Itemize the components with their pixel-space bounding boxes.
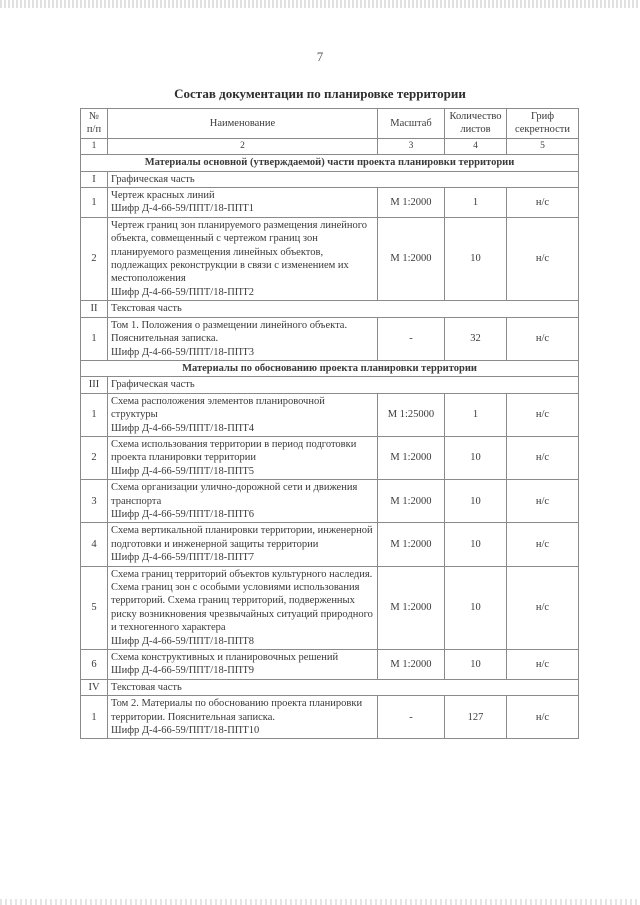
document-title: Состав документации по планировке территории bbox=[174, 86, 466, 101]
row-sheets: 10 bbox=[445, 436, 507, 479]
table-row bbox=[81, 436, 579, 479]
scan-bottom-edge bbox=[0, 899, 640, 905]
row-secrecy: н/с bbox=[507, 217, 579, 300]
table-body bbox=[81, 155, 579, 739]
row-scale: М 1:2000 bbox=[378, 523, 445, 566]
header-scale: Масштаб bbox=[378, 109, 445, 139]
header-number: № п/п bbox=[81, 109, 108, 139]
subsection-row bbox=[81, 301, 579, 317]
table-row bbox=[81, 566, 579, 649]
subsection-row bbox=[81, 679, 579, 695]
row-secrecy: н/с bbox=[507, 566, 579, 649]
column-number: 4 bbox=[445, 138, 507, 154]
row-secrecy: н/с bbox=[507, 393, 579, 436]
table-row bbox=[81, 217, 579, 300]
row-number: 1 bbox=[81, 696, 108, 739]
row-sheets: 10 bbox=[445, 566, 507, 649]
row-number: 2 bbox=[81, 436, 108, 479]
row-number: 6 bbox=[81, 650, 108, 680]
row-secrecy: н/с bbox=[507, 188, 579, 218]
subsection-label: Графическая часть bbox=[108, 171, 579, 187]
row-number: 4 bbox=[81, 523, 108, 566]
subsection-number: IV bbox=[81, 679, 108, 695]
row-secrecy: н/с bbox=[507, 696, 579, 739]
row-scale: М 1:2000 bbox=[378, 480, 445, 523]
subsection-row bbox=[81, 171, 579, 187]
header-sheets: Количество листов bbox=[445, 109, 507, 139]
subsection-number: II bbox=[81, 301, 108, 317]
row-scale: М 1:25000 bbox=[378, 393, 445, 436]
column-number: 3 bbox=[378, 138, 445, 154]
row-number: 2 bbox=[81, 217, 108, 300]
column-number-row bbox=[81, 138, 579, 154]
row-number: 1 bbox=[81, 317, 108, 360]
row-scale: М 1:2000 bbox=[378, 436, 445, 479]
row-scale: М 1:2000 bbox=[378, 650, 445, 680]
table-row bbox=[81, 188, 579, 218]
row-name: Том 2. Материалы по обоснованию проекта планировки территории. Пояснительная записка. Шифр Д-4-66-59/ППТ/18-ППТ10 bbox=[108, 696, 378, 739]
section-heading-row bbox=[81, 155, 579, 171]
page-number: 7 bbox=[316, 49, 324, 64]
row-name: Схема организации улично-дорожной сети и движения транспорта Шифр Д-4-66-59/ППТ/18-ППТ6 bbox=[108, 480, 378, 523]
row-scale: - bbox=[378, 317, 445, 360]
row-scale: М 1:2000 bbox=[378, 188, 445, 218]
row-number: 1 bbox=[81, 188, 108, 218]
row-sheets: 10 bbox=[445, 480, 507, 523]
documentation-table bbox=[80, 108, 579, 739]
column-number: 5 bbox=[507, 138, 579, 154]
row-sheets: 32 bbox=[445, 317, 507, 360]
row-scale: М 1:2000 bbox=[378, 566, 445, 649]
row-name: Схема использования территории в период подготовки проекта планировки территории Шифр Д-4-66-59/ППТ/18-ППТ5 bbox=[108, 436, 378, 479]
table-row bbox=[81, 523, 579, 566]
row-secrecy: н/с bbox=[507, 480, 579, 523]
row-number: 3 bbox=[81, 480, 108, 523]
row-name: Схема границ территорий объектов культурного наследия. Схема границ зон с особыми условиями использования территорий. Схема границ территорий, подверженных риску возникновения чрезвычайных ситуаций природного и техногенного характера Шифр Д-4-66-59/ППТ/18-ППТ8 bbox=[108, 566, 378, 649]
row-name: Чертеж красных линий Шифр Д-4-66-59/ППТ/18-ППТ1 bbox=[108, 188, 378, 218]
scan-top-edge bbox=[0, 0, 640, 8]
row-sheets: 10 bbox=[445, 650, 507, 680]
row-sheets: 1 bbox=[445, 393, 507, 436]
subsection-label: Текстовая часть bbox=[108, 679, 579, 695]
section-heading-row bbox=[81, 360, 579, 376]
subsection-label: Текстовая часть bbox=[108, 301, 579, 317]
row-number: 1 bbox=[81, 393, 108, 436]
row-name: Чертеж границ зон планируемого размещения линейного объекта, совмещенный с чертежом границ зон планируемого размещения линейных объектов, подлежащих реконструкции в связи с изменением их местоположения Шифр Д-4-66-59/ППТ/18-ППТ2 bbox=[108, 217, 378, 300]
section-heading: Материалы основной (утверждаемой) части проекта планировки территории bbox=[81, 155, 579, 171]
table-row bbox=[81, 696, 579, 739]
column-number: 2 bbox=[108, 138, 378, 154]
section-heading: Материалы по обоснованию проекта планировки территории bbox=[81, 360, 579, 376]
subsection-number: III bbox=[81, 377, 108, 393]
table-row bbox=[81, 650, 579, 680]
row-secrecy: н/с bbox=[507, 436, 579, 479]
row-sheets: 1 bbox=[445, 188, 507, 218]
row-secrecy: н/с bbox=[507, 317, 579, 360]
row-sheets: 10 bbox=[445, 523, 507, 566]
table-row bbox=[81, 317, 579, 360]
row-sheets: 10 bbox=[445, 217, 507, 300]
row-secrecy: н/с bbox=[507, 523, 579, 566]
row-scale: - bbox=[378, 696, 445, 739]
row-secrecy: н/с bbox=[507, 650, 579, 680]
table-row bbox=[81, 393, 579, 436]
header-name: Наименование bbox=[108, 109, 378, 139]
subsection-row bbox=[81, 377, 579, 393]
row-scale: М 1:2000 bbox=[378, 217, 445, 300]
row-name: Схема конструктивных и планировочных решений Шифр Д-4-66-59/ППТ/18-ППТ9 bbox=[108, 650, 378, 680]
row-name: Том 1. Положения о размещении линейного объекта. Пояснительная записка. Шифр Д-4-66-59/ППТ/18-ППТ3 bbox=[108, 317, 378, 360]
column-number: 1 bbox=[81, 138, 108, 154]
row-name: Схема расположения элементов планировочной структуры Шифр Д-4-66-59/ППТ/18-ППТ4 bbox=[108, 393, 378, 436]
subsection-number: I bbox=[81, 171, 108, 187]
header-secrecy: Гриф секретности bbox=[507, 109, 579, 139]
row-name: Схема вертикальной планировки территории, инженерной подготовки и инженерной защиты территории Шифр Д-4-66-59/ППТ/18-ППТ7 bbox=[108, 523, 378, 566]
row-number: 5 bbox=[81, 566, 108, 649]
table-row bbox=[81, 480, 579, 523]
row-sheets: 127 bbox=[445, 696, 507, 739]
table-header-row bbox=[81, 109, 579, 139]
subsection-label: Графическая часть bbox=[108, 377, 579, 393]
